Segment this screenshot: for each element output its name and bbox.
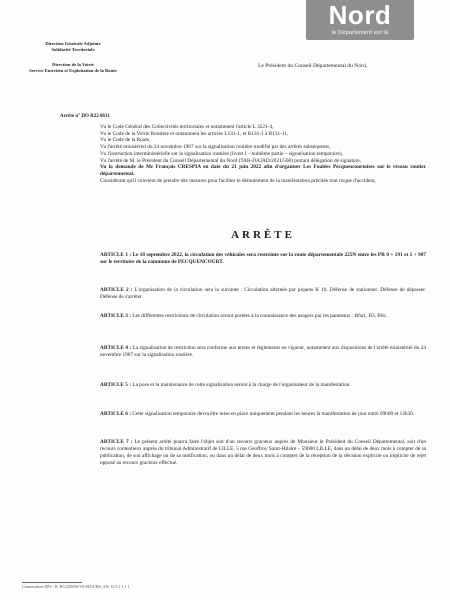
visa-3: Vu le Code de la Route, bbox=[100, 137, 151, 144]
visa-5: Vu l'instruction interministérielle sur la signalisation routière (livret I – huitième partie – signalisation temporaire), bbox=[100, 150, 343, 157]
article-2-text: L'organisation de la circulation sera la suivante : Circulation alternée par piquets K 10. Défense de stationner. Défense de dépasser. Défense de s'arrêter. bbox=[100, 287, 427, 300]
service-line-2: Service Entretien et Exploitation de la Route bbox=[29, 67, 117, 73]
visa-1: Vu le Code Général des Collectivités territoriales et notamment l'article L 3221-4, bbox=[100, 124, 274, 130]
service-line-1: Direction de la Voirie bbox=[52, 62, 94, 68]
article-3 bbox=[100, 313, 426, 320]
logo-word: Nord bbox=[328, 0, 392, 30]
article-2-lead: ARTICLE 2 : bbox=[100, 287, 133, 293]
article-3-lead: ARTICLE 3 : bbox=[100, 313, 132, 319]
article-5-text: La pose et la maintenance de cette signalisation seront à la charge de l'organisateur de la manifestation. bbox=[131, 382, 351, 388]
considerant: Considérant qu'il convient de prendre des mesures pour faciliter le déroulement de la manifestation précitée tout risque d'accident, bbox=[100, 177, 376, 184]
visa-4: Vu l'arrêté ministériel du 24 novembre 1967 sur la signalisation routière modifié par des arrêtés subséquents, bbox=[100, 144, 331, 151]
logo-tagline: le Département est là bbox=[331, 30, 389, 36]
arrete-reference: Arrêté n° DO R22 0611 bbox=[60, 114, 110, 119]
article-7-lead: ARTICLE 7 : bbox=[100, 439, 133, 445]
dept-line-2: Solidarité Territoriale bbox=[51, 46, 95, 52]
article-5 bbox=[100, 382, 426, 389]
article-4-text: La signalisation de restriction sera conforme aux textes et règlements en vigueur, notamment aux dispositions de l'arrêté ministériel du 24 novembre 1967 sur la signalisation routière. bbox=[100, 345, 426, 358]
footnote-divider bbox=[22, 582, 82, 583]
article-6-text: Cette signalisation temporaire devra être mise en place uniquement pendant les heures la manifestation de jour entre 09h00 et 12h30. bbox=[131, 411, 415, 417]
visas-block bbox=[100, 124, 426, 184]
visa-2: Vu le Code de la Voirie Routière et notamment les articles L131-1, et R131-1 à R131-11, bbox=[100, 130, 289, 137]
arrete-title: ARRÊTE bbox=[231, 229, 295, 241]
article-5-lead: ARTICLE 5 : bbox=[100, 382, 132, 388]
nord-logo bbox=[306, 0, 414, 40]
article-1-text: ARTICLE 1 : Le 18 septembre 2022, la circulation des véhicules sera restreinte sur la route départementale 225N entre les PR 0 + 191 et 1 + 907 sur le territoire de la commune de PECQUENCOURT. bbox=[100, 252, 426, 265]
visa-7: Vu la demande de Mr François CRESPIA en date du 21 juin 2022 afin d'organiser Les Foulées Pecquencourtoises sur le réseau routier départemental. bbox=[100, 164, 426, 177]
article-4 bbox=[100, 345, 426, 359]
dept-line-1: Direction Générale Adjointe bbox=[45, 41, 101, 46]
department-header bbox=[18, 41, 128, 73]
article-4-lead: ARTICLE 4 : bbox=[100, 345, 132, 351]
footnote: Conservation DPS - R: RC2208/06/VE/SIEA/RS/ AN: 10 5 2 1 1 1 bbox=[22, 584, 130, 589]
article-7 bbox=[100, 439, 426, 467]
article-6-lead: ARTICLE 6 : bbox=[100, 411, 132, 417]
article-3-text: Les différentes restrictions de circulation seront portées à la connaissance des usagers par les panneaux : B6a1, B3, B6c. bbox=[131, 313, 388, 319]
article-7-text: Le présent arrêté pourra faire l'objet soit d'un recours gracieux auprès de Monsieur le Président du Conseil Départemental, soit d'un recours contentieux auprès du tribunal Administratif de LILLE, 5 rue Geoffroy Saint-Hilaire – 59000 LILLE, dans un délai de deux mois à compter de sa publication, de son affichage ou de sa notification, ou dans un délai de deux mois à compter de la réception de la décision explicite ou implicite de rejet opposé au recours gracieux effectué. bbox=[100, 439, 426, 466]
visa-6: Vu l'arrêté de M. le Président du Conseil Départemental du Nord (TAR-DAJAD/2021/560) portant délégation de signature, bbox=[100, 157, 362, 164]
president-heading: Le Président du Conseil Départemental du Nord, bbox=[258, 63, 368, 69]
article-6 bbox=[100, 411, 426, 418]
article-2 bbox=[100, 287, 426, 301]
article-1 bbox=[100, 252, 426, 266]
